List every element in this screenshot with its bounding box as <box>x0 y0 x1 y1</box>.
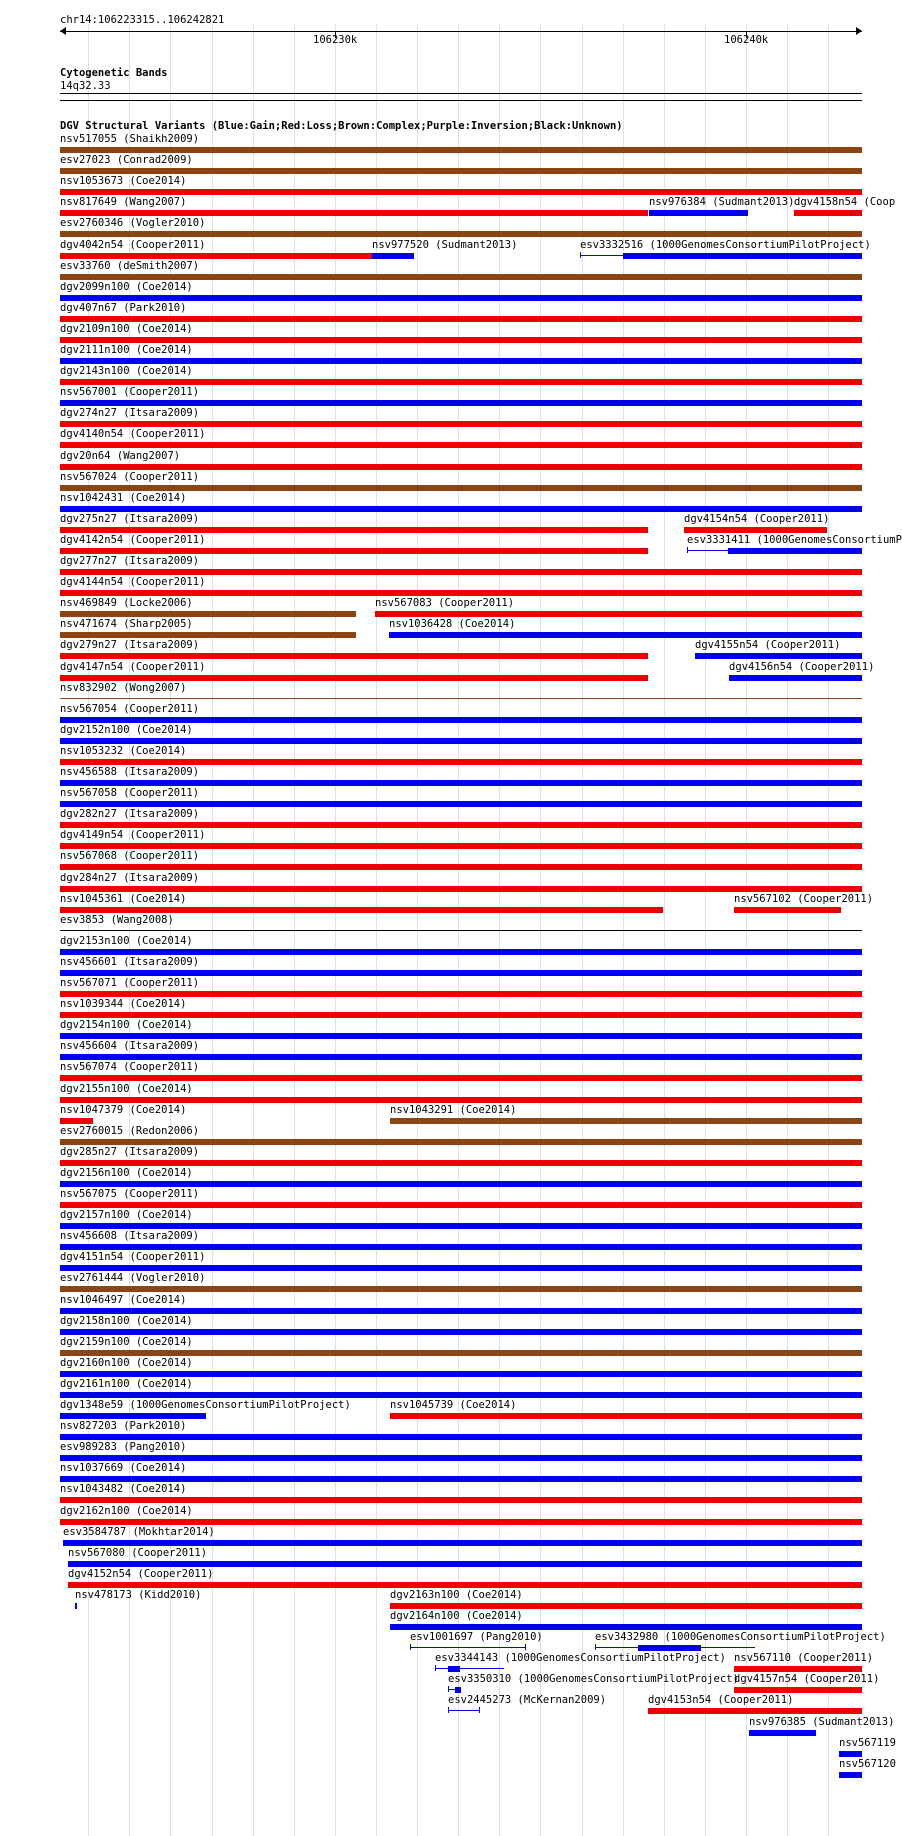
feature-label: esv33760 (deSmith2007) <box>60 260 200 272</box>
feature-label: nsv567110 (Cooper2011) <box>734 1652 874 1664</box>
feature-label: dgv2099n100 (Coe2014) <box>60 281 193 293</box>
feature-bar <box>60 970 862 976</box>
region-label: chr14:106223315..106242821 <box>60 14 225 26</box>
feature-bar <box>60 253 372 259</box>
feature-label: esv2445273 (McKernan2009) <box>448 1694 607 1706</box>
feature-bar <box>60 1497 862 1503</box>
feature-bar <box>60 442 862 448</box>
feature-label: dgv274n27 (Itsara2009) <box>60 407 200 419</box>
feature-end-tick <box>448 1686 449 1692</box>
feature-bar <box>60 1223 862 1229</box>
feature-label: dgv2159n100 (Coe2014) <box>60 1336 193 1348</box>
feature-bar <box>60 675 648 681</box>
feature-label: dgv20n64 (Wang2007) <box>60 450 181 462</box>
feature-bar <box>60 1350 862 1356</box>
feature-bar <box>60 991 862 997</box>
feature-bar <box>60 1160 862 1166</box>
feature-bar <box>390 1118 862 1124</box>
feature-end-tick <box>479 1707 480 1713</box>
feature-bar <box>60 590 862 596</box>
feature-label: esv1001697 (Pang2010) <box>410 1631 543 1643</box>
feature-label: nsv567054 (Cooper2011) <box>60 703 200 715</box>
feature-label: nsv832902 (Wong2007) <box>60 682 187 694</box>
feature-bar <box>728 548 862 554</box>
feature-label: dgv4155n54 (Cooper2011) <box>695 639 841 651</box>
feature-bar <box>695 653 862 659</box>
feature-bar <box>60 316 862 322</box>
feature-bar <box>60 210 648 216</box>
feature-bar <box>60 147 862 153</box>
feature-bar <box>60 759 862 765</box>
feature-bar <box>68 1561 862 1567</box>
feature-end-tick <box>410 1644 411 1650</box>
feature-bar <box>75 1603 77 1609</box>
feature-bar <box>60 231 862 237</box>
feature-label: dgv2158n100 (Coe2014) <box>60 1315 193 1327</box>
feature-label: esv3432980 (1000GenomesConsortiumPilotProject) <box>595 1631 886 1643</box>
feature-label: nsv827203 (Park2010) <box>60 1420 187 1432</box>
feature-bar <box>734 907 841 913</box>
feature-label: dgv277n27 (Itsara2009) <box>60 555 200 567</box>
feature-label: dgv279n27 (Itsara2009) <box>60 639 200 651</box>
feature-bar <box>60 1413 206 1419</box>
feature-label: nsv567080 (Cooper2011) <box>68 1547 208 1559</box>
feature-bar <box>60 1118 93 1124</box>
feature-bar <box>734 1666 862 1672</box>
feature-label: dgv2143n100 (Coe2014) <box>60 365 193 377</box>
feature-bar <box>60 337 862 343</box>
feature-bar <box>60 843 862 849</box>
feature-line <box>448 1710 480 1711</box>
feature-label: dgv2160n100 (Coe2014) <box>60 1357 193 1369</box>
feature-label: nsv567102 (Cooper2011) <box>734 893 874 905</box>
feature-bar <box>60 569 862 575</box>
cytoband-line-bottom <box>60 100 862 101</box>
feature-label: dgv4147n54 (Cooper2011) <box>60 661 206 673</box>
feature-bar <box>60 1075 862 1081</box>
feature-bar <box>60 949 862 955</box>
feature-label: esv3344143 (1000GenomesConsortiumPilotProject) <box>435 1652 726 1664</box>
cytoband-label: 14q32.33 <box>60 80 111 92</box>
feature-label: nsv456604 (Itsara2009) <box>60 1040 200 1052</box>
feature-label: nsv456588 (Itsara2009) <box>60 766 200 778</box>
feature-bar <box>60 1033 862 1039</box>
feature-line <box>60 698 862 699</box>
feature-bar <box>60 379 862 385</box>
feature-line <box>435 1668 504 1669</box>
feature-label: nsv1037669 (Coe2014) <box>60 1462 187 1474</box>
feature-label: nsv1047379 (Coe2014) <box>60 1104 187 1116</box>
feature-label: dgv4156n54 (Cooper2011) <box>729 661 875 673</box>
feature-bar <box>390 1624 862 1630</box>
feature-bar <box>60 1139 862 1145</box>
feature-label: dgv4154n54 (Cooper2011) <box>684 513 830 525</box>
feature-label: nsv1039344 (Coe2014) <box>60 998 187 1010</box>
feature-bar <box>63 1540 862 1546</box>
feature-label: nsv471674 (Sharp2005) <box>60 618 193 630</box>
feature-label: dgv284n27 (Itsara2009) <box>60 872 200 884</box>
feature-label: dgv275n27 (Itsara2009) <box>60 513 200 525</box>
feature-bar <box>68 1582 862 1588</box>
feature-label: dgv4149n54 (Cooper2011) <box>60 829 206 841</box>
feature-bar <box>60 464 862 470</box>
feature-label: nsv1042431 (Coe2014) <box>60 492 187 504</box>
feature-label: nsv567068 (Cooper2011) <box>60 850 200 862</box>
feature-label: nsv977520 (Sudmant2013) <box>372 239 518 251</box>
feature-bar <box>60 1054 862 1060</box>
feature-label: nsv456601 (Itsara2009) <box>60 956 200 968</box>
feature-label: dgv2164n100 (Coe2014) <box>390 1610 523 1622</box>
feature-line <box>60 930 862 931</box>
feature-label: esv27023 (Conrad2009) <box>60 154 193 166</box>
feature-bar <box>60 864 862 870</box>
feature-bar <box>60 274 862 280</box>
feature-bar <box>60 801 862 807</box>
feature-bar <box>60 548 648 554</box>
feature-label: nsv976384 (Sudmant2013) <box>649 196 795 208</box>
feature-label: nsv567001 (Cooper2011) <box>60 386 200 398</box>
ruler-tick-label: 106230k <box>313 34 358 46</box>
feature-label: dgv2157n100 (Coe2014) <box>60 1209 193 1221</box>
feature-label: nsv567071 (Cooper2011) <box>60 977 200 989</box>
ruler-right-arrow-icon <box>856 27 862 35</box>
feature-label: nsv567083 (Cooper2011) <box>375 597 515 609</box>
feature-bar <box>60 295 862 301</box>
feature-bar <box>60 506 862 512</box>
feature-bar <box>60 1392 862 1398</box>
feature-label: esv989283 (Pang2010) <box>60 1441 187 1453</box>
feature-bar <box>623 253 862 259</box>
feature-label: nsv1045739 (Coe2014) <box>390 1399 517 1411</box>
feature-bar <box>60 168 862 174</box>
feature-label: nsv1046497 (Coe2014) <box>60 1294 187 1306</box>
feature-label: nsv1043291 (Coe2014) <box>390 1104 517 1116</box>
feature-bar <box>60 1455 862 1461</box>
feature-label: nsv1045361 (Coe2014) <box>60 893 187 905</box>
feature-label: dgv1348e59 (1000GenomesConsortiumPilotProject) <box>60 1399 351 1411</box>
feature-label: nsv567024 (Cooper2011) <box>60 471 200 483</box>
feature-bar <box>372 253 414 259</box>
feature-label: nsv517055 (Shaikh2009) <box>60 133 200 145</box>
feature-bar <box>390 1413 862 1419</box>
feature-label: esv3350310 (1000GenomesConsortiumPilotProject) <box>448 1673 739 1685</box>
feature-bar <box>448 1666 460 1672</box>
ruler-left-arrow-icon <box>60 27 66 35</box>
feature-label: nsv567058 (Cooper2011) <box>60 787 200 799</box>
feature-label: dgv4152n54 (Cooper2011) <box>68 1568 214 1580</box>
feature-end-tick <box>687 547 688 553</box>
feature-bar <box>455 1687 461 1693</box>
feature-label: dgv2152n100 (Coe2014) <box>60 724 193 736</box>
feature-label: esv3332516 (1000GenomesConsortiumPilotProject) <box>580 239 871 251</box>
feature-end-tick <box>525 1644 526 1650</box>
feature-label: dgv2153n100 (Coe2014) <box>60 935 193 947</box>
feature-label: nsv1053673 (Coe2014) <box>60 175 187 187</box>
feature-bar <box>60 632 356 638</box>
feature-bar <box>684 527 827 533</box>
feature-label: nsv1053232 (Coe2014) <box>60 745 187 757</box>
feature-label: dgv407n67 (Park2010) <box>60 302 187 314</box>
feature-label: nsv817649 (Wang2007) <box>60 196 187 208</box>
feature-bar <box>60 1012 862 1018</box>
feature-label: dgv4142n54 (Cooper2011) <box>60 534 206 546</box>
feature-label: esv2760015 (Redon2006) <box>60 1125 200 1137</box>
feature-label: esv2760346 (Vogler2010) <box>60 217 206 229</box>
feature-bar <box>729 675 862 681</box>
feature-label: nsv567075 (Cooper2011) <box>60 1188 200 1200</box>
feature-bar <box>839 1751 862 1757</box>
feature-label: dgv4151n54 (Cooper2011) <box>60 1251 206 1263</box>
feature-bar <box>60 1519 862 1525</box>
feature-label: dgv2161n100 (Coe2014) <box>60 1378 193 1390</box>
feature-label: dgv2154n100 (Coe2014) <box>60 1019 193 1031</box>
feature-label: dgv2162n100 (Coe2014) <box>60 1505 193 1517</box>
feature-end-tick <box>580 252 581 258</box>
feature-bar <box>60 780 862 786</box>
feature-bar <box>649 210 748 216</box>
feature-bar <box>60 738 862 744</box>
feature-bar <box>60 886 862 892</box>
feature-bar <box>60 1329 862 1335</box>
feature-bar <box>60 189 862 195</box>
feature-bar <box>60 1244 862 1250</box>
feature-bar <box>60 822 862 828</box>
feature-bar <box>749 1730 816 1736</box>
feature-end-tick <box>448 1707 449 1713</box>
feature-label: esv2761444 (Vogler2010) <box>60 1272 206 1284</box>
ruler-tick-label: 106240k <box>724 34 769 46</box>
cytoband-line-top <box>60 93 862 94</box>
feature-bar <box>638 1645 701 1651</box>
feature-label: nsv456608 (Itsara2009) <box>60 1230 200 1242</box>
feature-label: dgv285n27 (Itsara2009) <box>60 1146 200 1158</box>
feature-bar <box>60 400 862 406</box>
feature-label: dgv2109n100 (Coe2014) <box>60 323 193 335</box>
feature-label: nsv1043482 (Coe2014) <box>60 1483 187 1495</box>
feature-bar <box>60 358 862 364</box>
feature-label: dgv4140n54 (Cooper2011) <box>60 428 206 440</box>
feature-bar <box>375 611 862 617</box>
feature-bar <box>60 653 648 659</box>
feature-label: dgv4042n54 (Cooper2011) <box>60 239 206 251</box>
feature-label: esv3584787 (Mokhtar2014) <box>63 1526 215 1538</box>
feature-bar <box>794 210 862 216</box>
feature-label: dgv282n27 (Itsara2009) <box>60 808 200 820</box>
feature-label: dgv4157n54 (Cooper2011) <box>734 1673 880 1685</box>
feature-bar <box>390 1603 862 1609</box>
feature-label: nsv567120 <box>839 1758 896 1770</box>
feature-bar <box>60 421 862 427</box>
feature-bar <box>60 1097 862 1103</box>
feature-bar <box>648 1708 862 1714</box>
feature-bar <box>60 907 663 913</box>
feature-label: dgv4158n54 (Coop <box>794 196 896 208</box>
cytoband-track-title: Cytogenetic Bands <box>60 67 168 79</box>
feature-label: nsv469849 (Locke2006) <box>60 597 193 609</box>
feature-bar <box>60 1265 862 1271</box>
feature-label: dgv4153n54 (Cooper2011) <box>648 1694 794 1706</box>
feature-label: esv3331411 (1000GenomesConsortiumP <box>687 534 902 546</box>
feature-bar <box>60 1476 862 1482</box>
feature-label: dgv2111n100 (Coe2014) <box>60 344 193 356</box>
feature-end-tick <box>435 1665 436 1671</box>
feature-line <box>410 1647 526 1648</box>
feature-bar <box>60 527 648 533</box>
feature-bar <box>389 632 862 638</box>
feature-label: nsv976385 (Sudmant2013) <box>749 1716 895 1728</box>
feature-bar <box>60 717 862 723</box>
feature-bar <box>734 1687 862 1693</box>
feature-label: dgv4144n54 (Cooper2011) <box>60 576 206 588</box>
feature-bar <box>839 1772 862 1778</box>
feature-end-tick <box>595 1644 596 1650</box>
feature-bar <box>60 1308 862 1314</box>
feature-label: dgv2155n100 (Coe2014) <box>60 1083 193 1095</box>
feature-bar <box>60 485 862 491</box>
feature-bar <box>60 1371 862 1377</box>
feature-label: nsv567074 (Cooper2011) <box>60 1061 200 1073</box>
feature-bar <box>60 1202 862 1208</box>
feature-bar <box>60 611 356 617</box>
feature-label: dgv2156n100 (Coe2014) <box>60 1167 193 1179</box>
feature-bar <box>60 1286 862 1292</box>
feature-label: nsv567119 <box>839 1737 896 1749</box>
ruler-axis <box>60 31 862 32</box>
feature-label: esv3853 (Wang2008) <box>60 914 174 926</box>
dgv-track-title: DGV Structural Variants (Blue:Gain;Red:Loss;Brown:Complex;Purple:Inversion;Black:Unknown) <box>60 120 623 132</box>
feature-label: nsv1036428 (Coe2014) <box>389 618 516 630</box>
feature-label: nsv478173 (Kidd2010) <box>75 1589 202 1601</box>
feature-label: dgv2163n100 (Coe2014) <box>390 1589 523 1601</box>
feature-bar <box>60 1181 862 1187</box>
feature-bar <box>60 1434 862 1440</box>
